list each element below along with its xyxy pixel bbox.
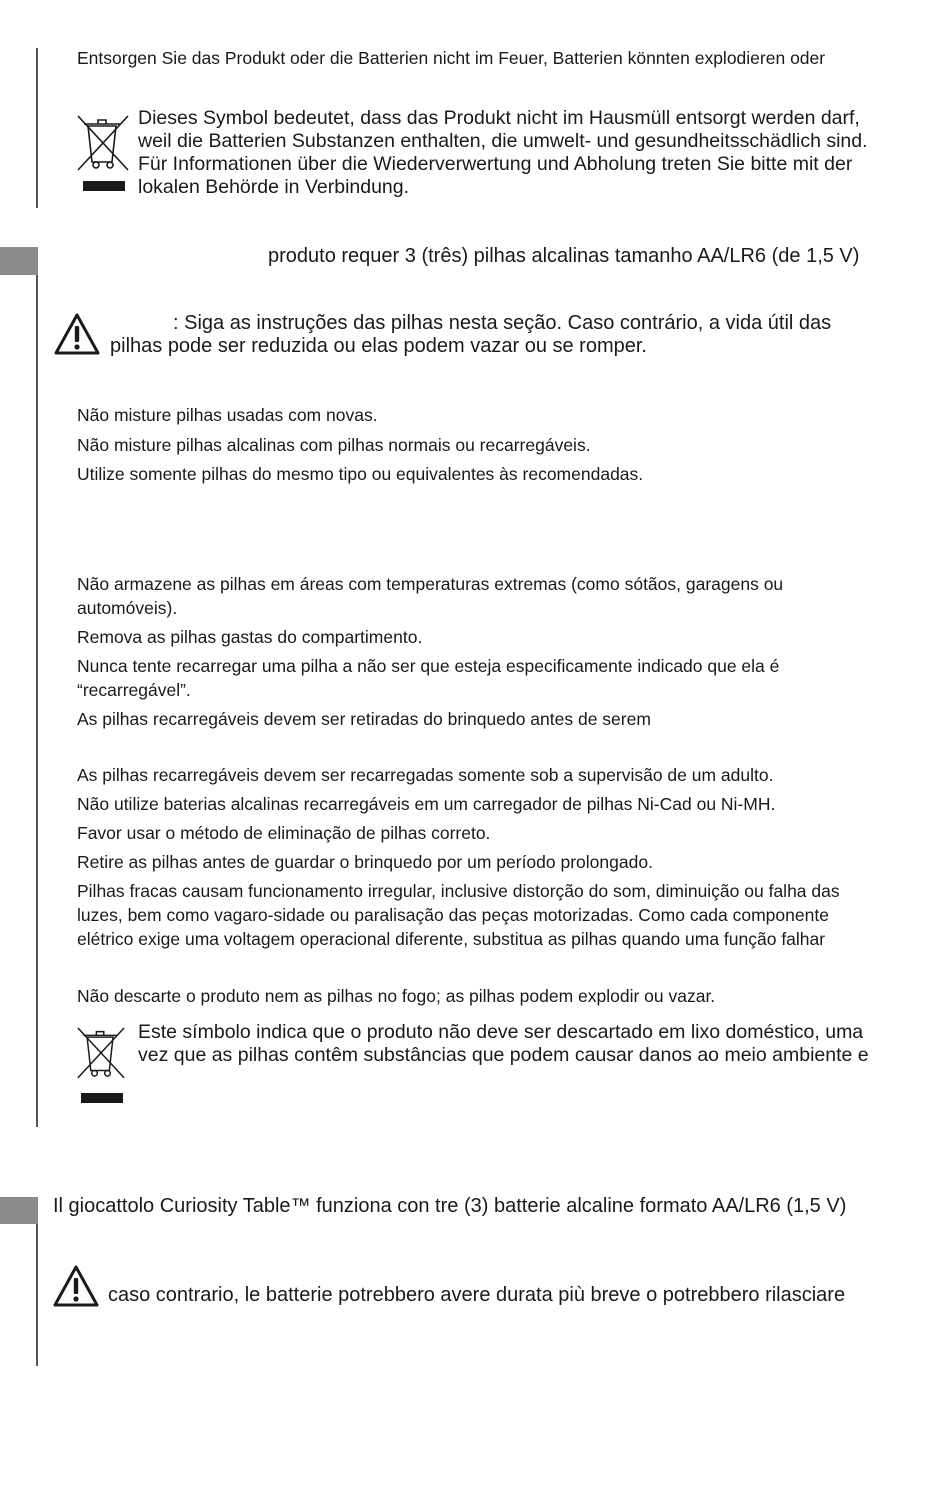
margin-rule-italian [36, 1224, 38, 1366]
text-line: Este símbolo indica que o produto não deve ser descartado em lixo doméstico, uma [138, 1021, 864, 1043]
text-line: Für Informationen über die Wiederverwertung und Abholung treten Sie bitte mit der [138, 153, 853, 175]
list-item: Favor usar o método de eliminação de pilhas correto. [77, 823, 491, 843]
list-item: As pilhas recarregáveis devem ser recarregadas somente sob a supervisão de um adulto. [77, 765, 774, 785]
text-line: lokalen Behörde in Verbindung. [138, 176, 410, 198]
german-fire-warning: Entsorgen Sie das Produkt oder die Batterien nicht im Feuer, Batterien könnten explodieren oder [77, 48, 826, 68]
warning-triangle-icon [53, 312, 101, 356]
list-item: Pilhas fracas causam funcionamento irregular, inclusive distorção do som, diminuição ou falha das [77, 881, 840, 901]
bin-underline-bar [83, 181, 125, 191]
list-item: As pilhas recarregáveis devem ser retiradas do brinquedo antes de serem [77, 709, 651, 729]
margin-rule-portuguese [36, 275, 38, 1127]
portuguese-fire-warning: Não descarte o produto nem as pilhas no fogo; as pilhas podem explodir ou vazar. [77, 986, 716, 1006]
italian-intro: Il giocattolo Curiosity Table™ funziona con tre (3) batterie alcaline formato AA/LR6 (1,5 V) [53, 1195, 847, 1217]
list-item: Utilize somente pilhas do mesmo tipo ou equivalentes às recomendadas. [77, 464, 644, 484]
text-line: vez que as pilhas contêm substâncias que podem causar danos ao meio ambiente e [138, 1044, 869, 1066]
list-item: Não armazene as pilhas em áreas com temperaturas extremas (como sótãos, garagens ou [77, 574, 784, 594]
italian-warning-line: caso contrario, le batterie potrebbero avere durata più breve o potrebbero rilasciare [108, 1284, 846, 1306]
section-tab-portuguese [0, 247, 38, 275]
list-item: Não misture pilhas usadas com novas. [77, 405, 378, 425]
list-item: Não utilize baterias alcalinas recarregáveis em um carregador de pilhas Ni-Cad ou Ni-MH. [77, 794, 776, 814]
list-item: Não misture pilhas alcalinas com pilhas normais ou recarregáveis. [77, 434, 591, 455]
crossed-bin-icon [76, 1023, 126, 1081]
section-tab-italian [0, 1197, 38, 1224]
list-item: elétrico exige uma voltagem operacional diferente, substitua as pilhas quando uma função falhar [77, 929, 826, 949]
portuguese-symbol-text [138, 1021, 869, 1067]
margin-rule-german [36, 48, 38, 208]
portuguese-list-3 [77, 763, 840, 951]
list-item: automóveis). [77, 598, 178, 618]
german-symbol-text [138, 107, 868, 199]
list-item: Retire as pilhas antes de guardar o brinquedo por um período prolongado. [77, 852, 653, 872]
list-item: “recarregável”. [77, 680, 191, 700]
portuguese-list-2 [77, 572, 783, 731]
bin-underline-bar [81, 1093, 123, 1103]
portuguese-warning-line-2: pilhas pode ser reduzida ou elas podem vazar ou se romper. [110, 335, 647, 357]
list-item: Remova as pilhas gastas do compartimento. [77, 627, 423, 647]
warning-triangle-icon [52, 1264, 100, 1308]
crossed-bin-icon [76, 112, 130, 172]
list-item: Nunca tente recarregar uma pilha a não ser que esteja especificamente indicado que ela é [77, 656, 780, 676]
text-line: weil die Batterien Substanzen enthalten, die umwelt- und gesundheitsschädlich sind. [138, 130, 868, 152]
portuguese-list-1 [77, 401, 643, 490]
list-item: luzes, bem como vagaro-sidade ou paralisação das peças motorizadas. Como cada componente [77, 905, 829, 925]
portuguese-warning-line-1: : Siga as instruções das pilhas nesta seção. Caso contrário, a vida útil das [173, 312, 832, 334]
text-line: Dieses Symbol bedeutet, dass das Produkt nicht im Hausmüll entsorgt werden darf, [138, 107, 860, 129]
portuguese-intro: produto requer 3 (três) pilhas alcalinas tamanho AA/LR6 (de 1,5 V) [268, 245, 860, 267]
